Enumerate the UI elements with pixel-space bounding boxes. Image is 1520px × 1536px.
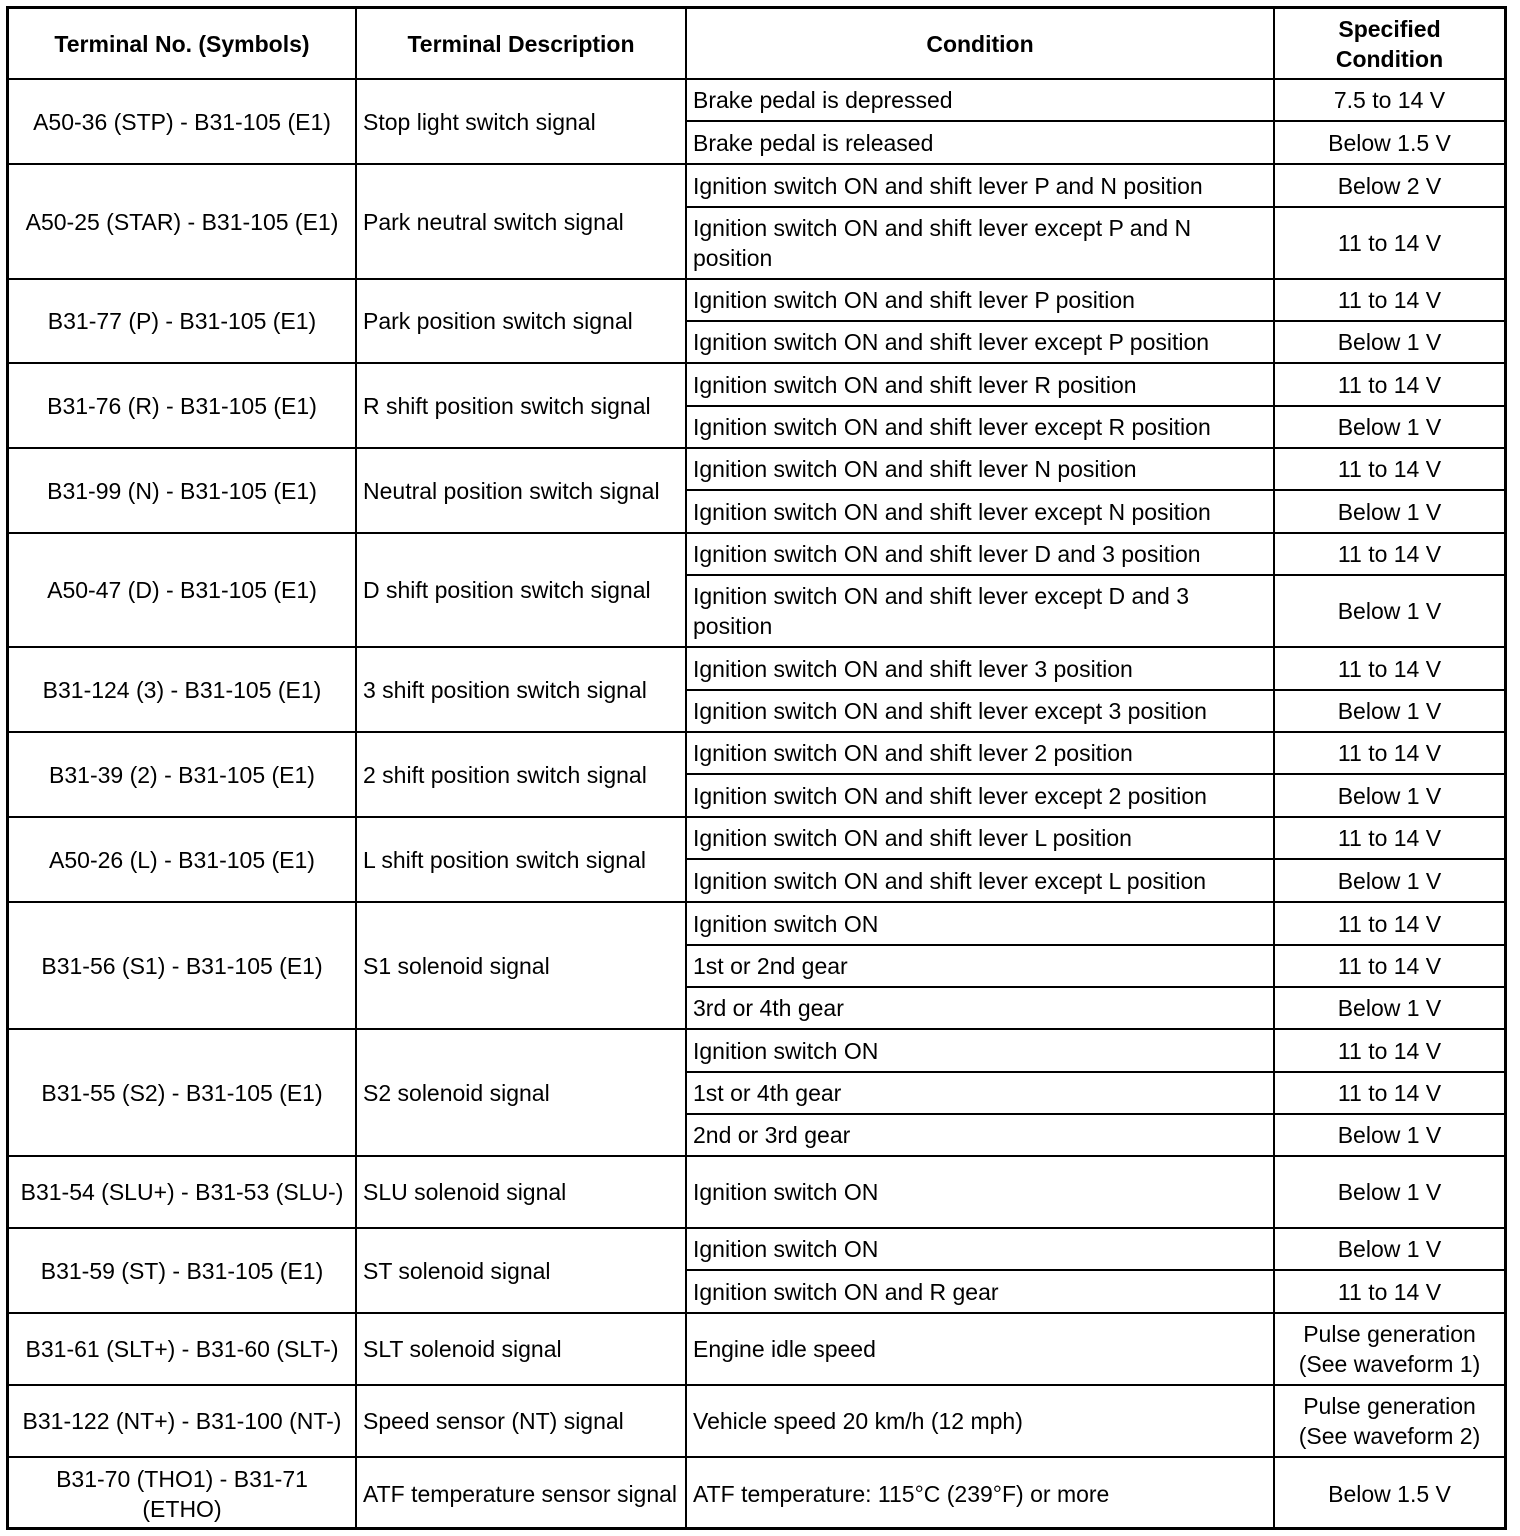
specified-condition-cell: Pulse generation (See waveform 2) — [1274, 1385, 1504, 1457]
table-row — [9, 1385, 1504, 1457]
terminal-inspection-table — [9, 9, 1504, 1529]
specified-condition-cell: 11 to 14 V — [1274, 279, 1504, 321]
terminal-description-cell: Speed sensor (NT) signal — [356, 1385, 686, 1457]
specified-condition-cell: 11 to 14 V — [1274, 363, 1504, 406]
specified-condition-cell: 11 to 14 V — [1274, 533, 1504, 575]
table-row — [9, 647, 1504, 690]
specified-condition-cell: Below 1 V — [1274, 690, 1504, 732]
terminal-no-cell: B31-56 (S1) - B31-105 (E1) — [9, 902, 356, 1029]
terminal-description-cell: Park position switch signal — [356, 279, 686, 363]
header-terminal-description: Terminal Description — [356, 9, 686, 79]
terminal-inspection-table-frame — [6, 6, 1507, 1530]
condition-cell: Ignition switch ON and shift lever except P and N position — [686, 207, 1274, 279]
header-condition: Condition — [686, 9, 1274, 79]
terminal-description-cell: S1 solenoid signal — [356, 902, 686, 1029]
condition-cell: Ignition switch ON and shift lever except 3 position — [686, 690, 1274, 732]
terminal-description-cell: ATF temperature sensor signal — [356, 1457, 686, 1529]
specified-condition-cell: Below 1 V — [1274, 1114, 1504, 1156]
header-specified-condition: Specified Condition — [1274, 9, 1504, 79]
specified-condition-cell: 11 to 14 V — [1274, 902, 1504, 945]
table-row — [9, 1029, 1504, 1072]
specified-condition-cell: 11 to 14 V — [1274, 732, 1504, 774]
specified-condition-cell: 7.5 to 14 V — [1274, 79, 1504, 121]
condition-cell: Ignition switch ON and shift lever except 2 position — [686, 774, 1274, 817]
condition-cell: Ignition switch ON and shift lever L position — [686, 817, 1274, 859]
terminal-no-cell: B31-61 (SLT+) - B31-60 (SLT-) — [9, 1313, 356, 1385]
terminal-description-cell: 2 shift position switch signal — [356, 732, 686, 817]
condition-cell: Ignition switch ON and shift lever except L position — [686, 859, 1274, 902]
terminal-no-cell: B31-99 (N) - B31-105 (E1) — [9, 448, 356, 533]
header-row — [9, 9, 1504, 79]
specified-condition-cell: Below 1 V — [1274, 575, 1504, 647]
specified-condition-cell: Below 1 V — [1274, 1228, 1504, 1270]
terminal-description-cell: D shift position switch signal — [356, 533, 686, 647]
condition-cell: Ignition switch ON and shift lever 3 position — [686, 647, 1274, 690]
header-terminal-no: Terminal No. (Symbols) — [9, 9, 356, 79]
specified-condition-cell: Below 1.5 V — [1274, 1457, 1504, 1529]
condition-cell: Ignition switch ON — [686, 902, 1274, 945]
specified-condition-cell: Below 1 V — [1274, 490, 1504, 533]
table-row — [9, 1457, 1504, 1529]
condition-cell: Vehicle speed 20 km/h (12 mph) — [686, 1385, 1274, 1457]
condition-cell: Ignition switch ON and shift lever 2 position — [686, 732, 1274, 774]
terminal-no-cell: A50-47 (D) - B31-105 (E1) — [9, 533, 356, 647]
specified-condition-cell: Below 1 V — [1274, 859, 1504, 902]
terminal-no-cell: B31-124 (3) - B31-105 (E1) — [9, 647, 356, 732]
terminal-no-cell: A50-36 (STP) - B31-105 (E1) — [9, 79, 356, 164]
terminal-no-cell: B31-76 (R) - B31-105 (E1) — [9, 363, 356, 448]
table-row — [9, 1156, 1504, 1228]
table-row — [9, 448, 1504, 490]
table-row — [9, 164, 1504, 207]
terminal-no-cell: B31-55 (S2) - B31-105 (E1) — [9, 1029, 356, 1156]
condition-cell: Ignition switch ON — [686, 1228, 1274, 1270]
condition-cell: Brake pedal is released — [686, 121, 1274, 164]
specified-condition-cell: 11 to 14 V — [1274, 817, 1504, 859]
terminal-no-cell: A50-26 (L) - B31-105 (E1) — [9, 817, 356, 902]
specified-condition-cell: Below 1 V — [1274, 987, 1504, 1029]
specified-condition-cell: Pulse generation (See waveform 1) — [1274, 1313, 1504, 1385]
condition-cell: Ignition switch ON and R gear — [686, 1270, 1274, 1313]
terminal-description-cell: L shift position switch signal — [356, 817, 686, 902]
table-row — [9, 363, 1504, 406]
condition-cell: 1st or 4th gear — [686, 1072, 1274, 1114]
table-row — [9, 1228, 1504, 1270]
condition-cell: Ignition switch ON and shift lever except P position — [686, 321, 1274, 363]
condition-cell: Ignition switch ON and shift lever except N position — [686, 490, 1274, 533]
specified-condition-cell: 11 to 14 V — [1274, 448, 1504, 490]
table-row — [9, 533, 1504, 575]
specified-condition-cell: Below 1 V — [1274, 321, 1504, 363]
terminal-no-cell: B31-77 (P) - B31-105 (E1) — [9, 279, 356, 363]
specified-condition-cell: 11 to 14 V — [1274, 945, 1504, 987]
specified-condition-cell: Below 2 V — [1274, 164, 1504, 207]
condition-cell: Ignition switch ON and shift lever except R position — [686, 406, 1274, 448]
condition-cell: Brake pedal is depressed — [686, 79, 1274, 121]
table-row — [9, 79, 1504, 121]
terminal-no-cell: B31-54 (SLU+) - B31-53 (SLU-) — [9, 1156, 356, 1228]
terminal-description-cell: Neutral position switch signal — [356, 448, 686, 533]
condition-cell: Ignition switch ON — [686, 1156, 1274, 1228]
terminal-description-cell: Park neutral switch signal — [356, 164, 686, 279]
terminal-description-cell: Stop light switch signal — [356, 79, 686, 164]
condition-cell: 2nd or 3rd gear — [686, 1114, 1274, 1156]
specified-condition-cell: Below 1 V — [1274, 774, 1504, 817]
table-row — [9, 1313, 1504, 1385]
table-body — [9, 79, 1504, 1529]
specified-condition-cell: Below 1 V — [1274, 406, 1504, 448]
condition-cell: Ignition switch ON — [686, 1029, 1274, 1072]
terminal-description-cell: SLU solenoid signal — [356, 1156, 686, 1228]
condition-cell: ATF temperature: 115°C (239°F) or more — [686, 1457, 1274, 1529]
condition-cell: Ignition switch ON and shift lever D and 3 position — [686, 533, 1274, 575]
terminal-no-cell: A50-25 (STAR) - B31-105 (E1) — [9, 164, 356, 279]
specified-condition-cell: 11 to 14 V — [1274, 1072, 1504, 1114]
condition-cell: Ignition switch ON and shift lever N position — [686, 448, 1274, 490]
terminal-no-cell: B31-122 (NT+) - B31-100 (NT-) — [9, 1385, 356, 1457]
table-row — [9, 732, 1504, 774]
specified-condition-cell: Below 1.5 V — [1274, 121, 1504, 164]
terminal-no-cell: B31-39 (2) - B31-105 (E1) — [9, 732, 356, 817]
specified-condition-cell: 11 to 14 V — [1274, 1029, 1504, 1072]
condition-cell: Ignition switch ON and shift lever P and N position — [686, 164, 1274, 207]
specified-condition-cell: 11 to 14 V — [1274, 647, 1504, 690]
condition-cell: Ignition switch ON and shift lever except D and 3 position — [686, 575, 1274, 647]
terminal-description-cell: SLT solenoid signal — [356, 1313, 686, 1385]
terminal-description-cell: ST solenoid signal — [356, 1228, 686, 1313]
table-row — [9, 817, 1504, 859]
specified-condition-cell: 11 to 14 V — [1274, 207, 1504, 279]
terminal-description-cell: S2 solenoid signal — [356, 1029, 686, 1156]
table-row — [9, 279, 1504, 321]
specified-condition-cell: 11 to 14 V — [1274, 1270, 1504, 1313]
terminal-no-cell: B31-59 (ST) - B31-105 (E1) — [9, 1228, 356, 1313]
terminal-no-cell: B31-70 (THO1) - B31-71 (ETHO) — [9, 1457, 356, 1529]
terminal-description-cell: R shift position switch signal — [356, 363, 686, 448]
table-row — [9, 902, 1504, 945]
condition-cell: Ignition switch ON and shift lever P position — [686, 279, 1274, 321]
specified-condition-cell: Below 1 V — [1274, 1156, 1504, 1228]
condition-cell: Engine idle speed — [686, 1313, 1274, 1385]
condition-cell: 1st or 2nd gear — [686, 945, 1274, 987]
condition-cell: 3rd or 4th gear — [686, 987, 1274, 1029]
condition-cell: Ignition switch ON and shift lever R position — [686, 363, 1274, 406]
terminal-description-cell: 3 shift position switch signal — [356, 647, 686, 732]
